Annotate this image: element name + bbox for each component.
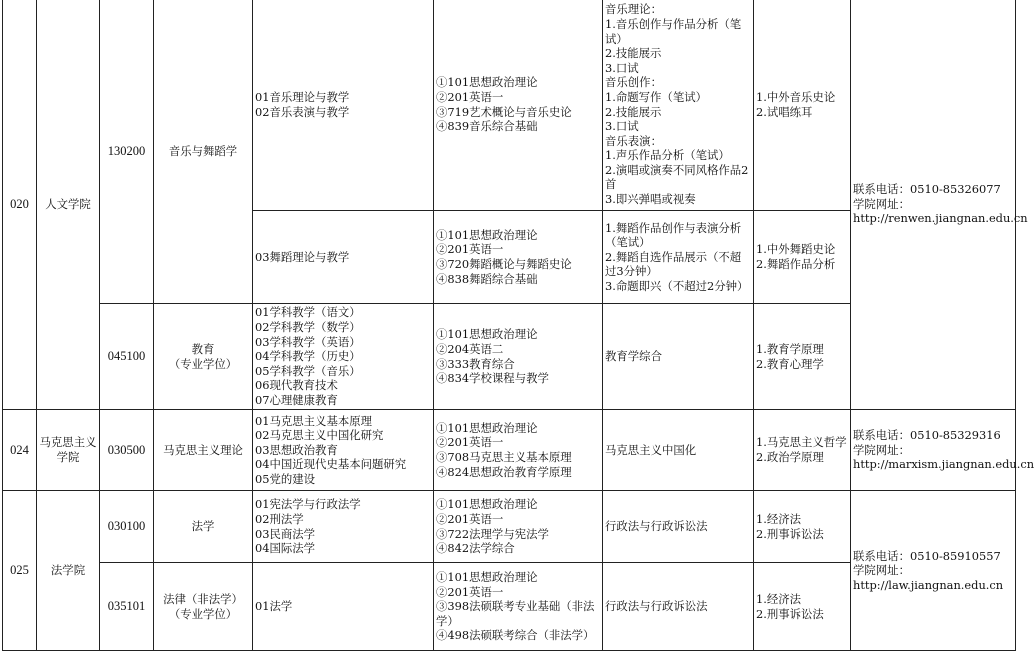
major-code: 030500 [100, 410, 154, 491]
exam-subjects: ①101思想政治理论 ②201英语一 ③722法理学与宪法学 ④842法学综合 [434, 491, 603, 563]
extra-test-subjects: 1.中外音乐史论 2.试唱练耳 [754, 0, 851, 211]
retest-subjects: 马克思主义中国化 [603, 410, 754, 491]
major-code: 045100 [100, 304, 154, 410]
research-direction: 01马克思主义基本原理 02马克思主义中国化研究 03思想政治教育 04中国近现代史基本问题研究 05党的建设 [253, 410, 434, 491]
research-direction: 03舞蹈理论与教学 [253, 211, 434, 304]
extra-test-subjects: 1.教育学原理 2.教育心理学 [754, 304, 851, 410]
major-name: 音乐与舞蹈学 [154, 0, 253, 304]
major-name: 法学 [154, 491, 253, 563]
dept-name: 人文学院 [37, 0, 100, 410]
dept-code: 024 [3, 410, 37, 491]
admissions-table [2, 0, 1034, 651]
contact-info: 联系电话：0510-85326077 学院网址： http://renwen.jiangnan.edu.cn [851, 0, 1016, 410]
table-row [3, 410, 1016, 491]
dept-name: 法学院 [37, 491, 100, 651]
research-direction: 01法学 [253, 563, 434, 651]
exam-subjects: ①101思想政治理论 ②201英语一 ③719艺术概论与音乐史论 ④839音乐综合基础 [434, 0, 603, 211]
exam-subjects: ①101思想政治理论 ②201英语一 ③708马克思主义基本原理 ④824思想政治教育学原理 [434, 410, 603, 491]
exam-subjects: ①101思想政治理论 ②201英语一 ③398法硕联考专业基础（非法学） ④498法硕联考综合（非法学） [434, 563, 603, 651]
contact-info: 联系电话：0510-85329316 学院网址： http://marxism.jiangnan.edu.cn [851, 410, 1016, 491]
major-name: 马克思主义理论 [154, 410, 253, 491]
retest-subjects: 1.舞蹈作品创作与表演分析（笔试） 2.舞蹈自选作品展示（不超过3分钟） 3.命题即兴（不超过2分钟） [603, 211, 754, 304]
dept-name: 马克思主义学院 [37, 410, 100, 491]
extra-test-subjects: 1.马克思主义哲学 2.政治学原理 [754, 410, 851, 491]
major-name: 教育 （专业学位） [154, 304, 253, 410]
major-code: 130200 [100, 0, 154, 304]
contact-info: 联系电话：0510-85910557 学院网址： http://law.jiangnan.edu.cn [851, 491, 1016, 651]
extra-test-subjects: 1.中外舞蹈史论 2.舞蹈作品分析 [754, 211, 851, 304]
retest-subjects: 教育学综合 [603, 304, 754, 410]
major-code: 035101 [100, 563, 154, 651]
dept-code: 020 [3, 0, 37, 410]
major-code: 030100 [100, 491, 154, 563]
research-direction: 01宪法学与行政法学 02刑法学 03民商法学 04国际法学 [253, 491, 434, 563]
major-name: 法律（非法学） （专业学位） [154, 563, 253, 651]
research-direction: 01学科教学（语文） 02学科教学（数学） 03学科教学（英语） 04学科教学（历史） 05学科教学（音乐） 06现代教育技术 07心理健康教育 [253, 304, 434, 410]
retest-subjects: 行政法与行政诉讼法 [603, 563, 754, 651]
extra-test-subjects: 1.经济法 2.刑事诉讼法 [754, 491, 851, 563]
retest-subjects: 行政法与行政诉讼法 [603, 491, 754, 563]
retest-subjects: 音乐理论： 1.音乐创作与作品分析（笔试） 2.技能展示 3.口试 音乐创作： 1.命题写作（笔试） 2.技能展示 3.口试 音乐表演： 1.声乐作品分析（笔试） 2.演唱或演奏不同风格作品2首 3.即兴弹唱或视奏 [603, 0, 754, 211]
research-direction: 01音乐理论与教学 02音乐表演与教学 [253, 0, 434, 211]
dept-code: 025 [3, 491, 37, 651]
exam-subjects: ①101思想政治理论 ②204英语二 ③333教育综合 ④834学校课程与教学 [434, 304, 603, 410]
extra-test-subjects: 1.经济法 2.刑事诉讼法 [754, 563, 851, 651]
table-row [3, 0, 1016, 211]
exam-subjects: ①101思想政治理论 ②201英语一 ③720舞蹈概论与舞蹈史论 ④838舞蹈综合基础 [434, 211, 603, 304]
table-row [3, 491, 1016, 563]
